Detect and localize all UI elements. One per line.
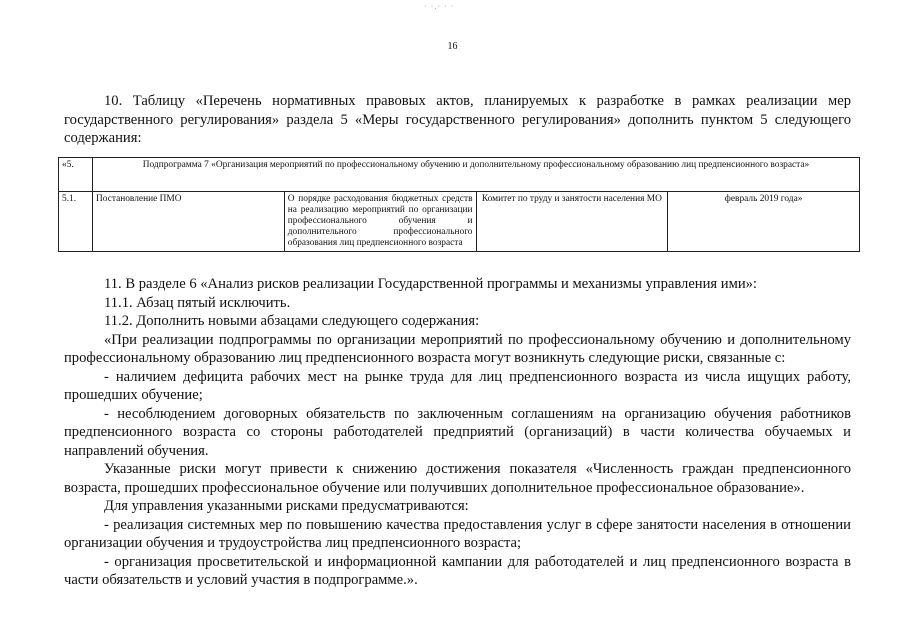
intro-paragraph (64, 92, 851, 148)
paragraph-item-11-1: 11.1. Абзац пятый исключить. (104, 294, 291, 311)
paragraph-risk-impact: Указанные риски могут привести к снижению достижения показателя «Численность граждан предпенсионного возраста, прошедших профессиональное обучение или получивших дополнительное профессиональное образование». (64, 461, 851, 496)
row-act-name: О порядке расходования бюджетных средств на реализацию мероприятий по организации профессионального обучения и дополнительного профессионального образования лиц предпенсионного возраста (284, 192, 476, 252)
paragraph-measure-1: - реализация системных мер по повышению качества предоставления услуг в сфере занятости населения в отношении организации обучения и трудоустройства лиц предпенсионного возраста; (64, 516, 851, 551)
paragraph-risk-2: - несоблюдением договорных обязательств по заключенным соглашениям на организацию обучения работников предпенсионного возраста со стороны работодателей предприятий (организаций) в части количества обучаемых и направлений обучения. (64, 405, 851, 459)
row-doc-type: Постановление ПМО (93, 192, 285, 252)
paragraph-risk-1: - наличием дефицита рабочих мест на рынке труда для лиц предпенсионного возраста из числа ищущих работу, прошедших обучение; (64, 368, 851, 403)
subprogram-title: Подпрограмма 7 «Организация мероприятий по профессиональному обучению и дополнительному профессиональному образованию лиц предпенсионного возраста» (93, 158, 860, 192)
row-number: 5.1. (59, 192, 93, 252)
table-row (59, 192, 860, 252)
row-executor: Комитет по труду и занятости населения МО (476, 192, 668, 252)
subprogram-number: «5. (59, 158, 93, 192)
paragraph-measures-intro: Для управления указанными рисками предусматриваются: (104, 498, 469, 514)
paragraph-risks-intro: «При реализации подпрограммы по организации мероприятий по профессиональному обучению и дополнительному профессиональному образованию лиц предпенсионного возраста могут возникнуть следующие риски, связанные с: (64, 331, 851, 366)
scan-speck: · ·.· · · (424, 2, 455, 11)
regulation-table (58, 157, 860, 252)
page-number: 16 (447, 41, 458, 52)
row-deadline: февраль 2019 года» (668, 192, 860, 252)
paragraph-measure-2: - организация просветительской и информационной кампании для работодателей и лиц предпенсионного возраста в части обязательств и условий участия в подпрограмме.». (64, 553, 851, 588)
subprogram-row (59, 158, 860, 192)
section-6-amendments (64, 275, 851, 590)
paragraph-item-11-2: 11.2. Дополнить новыми абзацами следующего содержания: (104, 313, 480, 329)
paragraph-item-11: 11. В разделе 6 «Анализ рисков реализации Государственной программы и механизмы управления ими»: (104, 276, 757, 292)
intro-text: 10. Таблицу «Перечень нормативных правовых актов, планируемых к разработке в рамках реализации мер государственного регулирования» раздела 5 «Меры государственного регулирования» дополнить пунктом 5 следующего содержания: (64, 93, 851, 146)
